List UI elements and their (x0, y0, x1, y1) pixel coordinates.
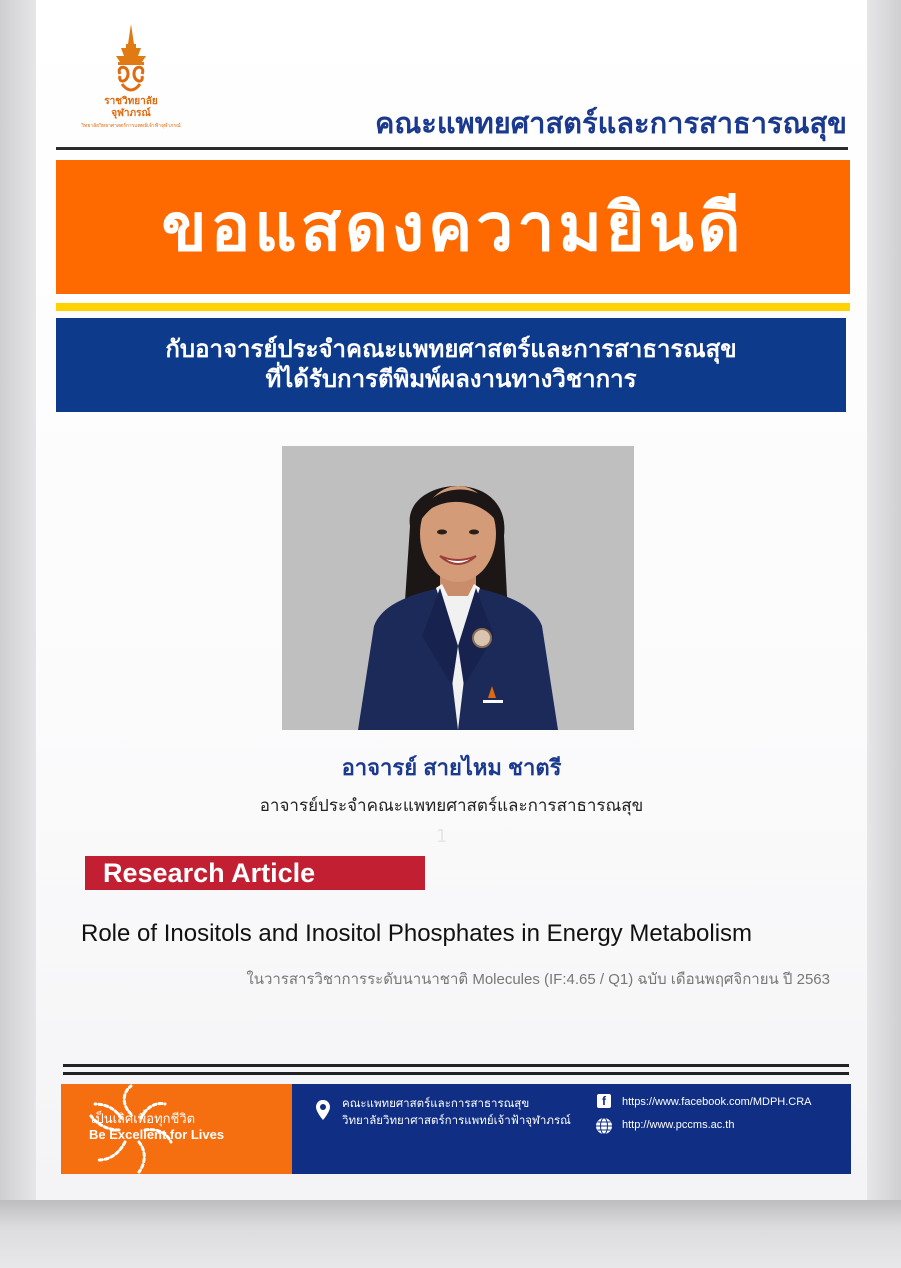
footer-slogan-panel (61, 1084, 292, 1174)
person-name: อาจารย์ สายไหม ชาตรี (341, 755, 562, 780)
faculty-header: คณะแพทยศาสตร์และการสาธารณสุข (374, 108, 847, 140)
poster-page (36, 0, 867, 1200)
address-line2: วิทยาลัยวิทยาศาสตร์การแพทย์เจ้าฟ้าจุฬาภรณ์ (342, 1115, 571, 1127)
facebook-link[interactable]: https://www.facebook.com/MDPH.CRA (622, 1096, 812, 1108)
person-position: อาจารย์ประจำคณะแพทยศาสตร์และการสาธารณสุข (259, 796, 644, 815)
background-right (867, 0, 901, 1268)
address-line1: คณะแพทยศาสตร์และการสาธารณสุข (342, 1098, 530, 1110)
facebook-icon: f (597, 1094, 611, 1108)
logo-name (66, 96, 196, 120)
page-marker: 1 (436, 826, 448, 847)
background-bottom-shadow (0, 1200, 901, 1268)
footer-contact-panel (292, 1084, 851, 1174)
subtitle-line2: ที่ได้รับการตีพิมพ์ผลงานทางวิชาการ (265, 366, 637, 393)
yellow-divider (56, 303, 850, 311)
website-link[interactable]: http://www.pccms.ac.th (622, 1119, 735, 1131)
logo-emblem-icon (66, 22, 196, 94)
slogan-english: Be Excellent for Lives (89, 1127, 225, 1142)
logo-name-line1: ราชวิทยาลัย (104, 96, 158, 107)
portrait-illustration (282, 446, 634, 730)
logo-subtitle: วิทยาลัยวิทยาศาสตร์การแพทย์เจ้าฟ้าจุฬาภรณ์ (81, 123, 181, 129)
congratulations-banner (56, 160, 850, 294)
footer-divider-top (63, 1064, 849, 1067)
journal-info: ในวารสารวิชาการระดับนานาชาติ Molecules (IF:4.65 / Q1) ฉบับ เดือนพฤศจิกายน ปี 2563 (246, 971, 830, 988)
research-article-tag: Research Article (85, 856, 425, 890)
slogan-thai: เป็นเลิศเพื่อทุกชีวิต (91, 1111, 196, 1126)
portrait-photo (282, 446, 634, 730)
header-divider (56, 147, 848, 150)
article-title: Role of Inositols and Inositol Phosphates in Energy Metabolism (81, 920, 753, 947)
globe-icon (595, 1117, 613, 1135)
footer-divider-bottom (63, 1072, 849, 1075)
congratulations-text: ขอแสดงความยินดี (161, 189, 745, 264)
institution-logo (66, 22, 196, 132)
footer-address (342, 1096, 571, 1130)
background-left (0, 0, 36, 1268)
subtitle-line1: กับอาจารย์ประจำคณะแพทยศาสตร์และการสาธารณสุข (165, 336, 737, 363)
location-pin-icon (316, 1100, 330, 1120)
logo-name-line2: จุฬาภรณ์ (111, 108, 151, 119)
subtitle-banner (56, 318, 846, 412)
footer-bar (61, 1084, 851, 1174)
